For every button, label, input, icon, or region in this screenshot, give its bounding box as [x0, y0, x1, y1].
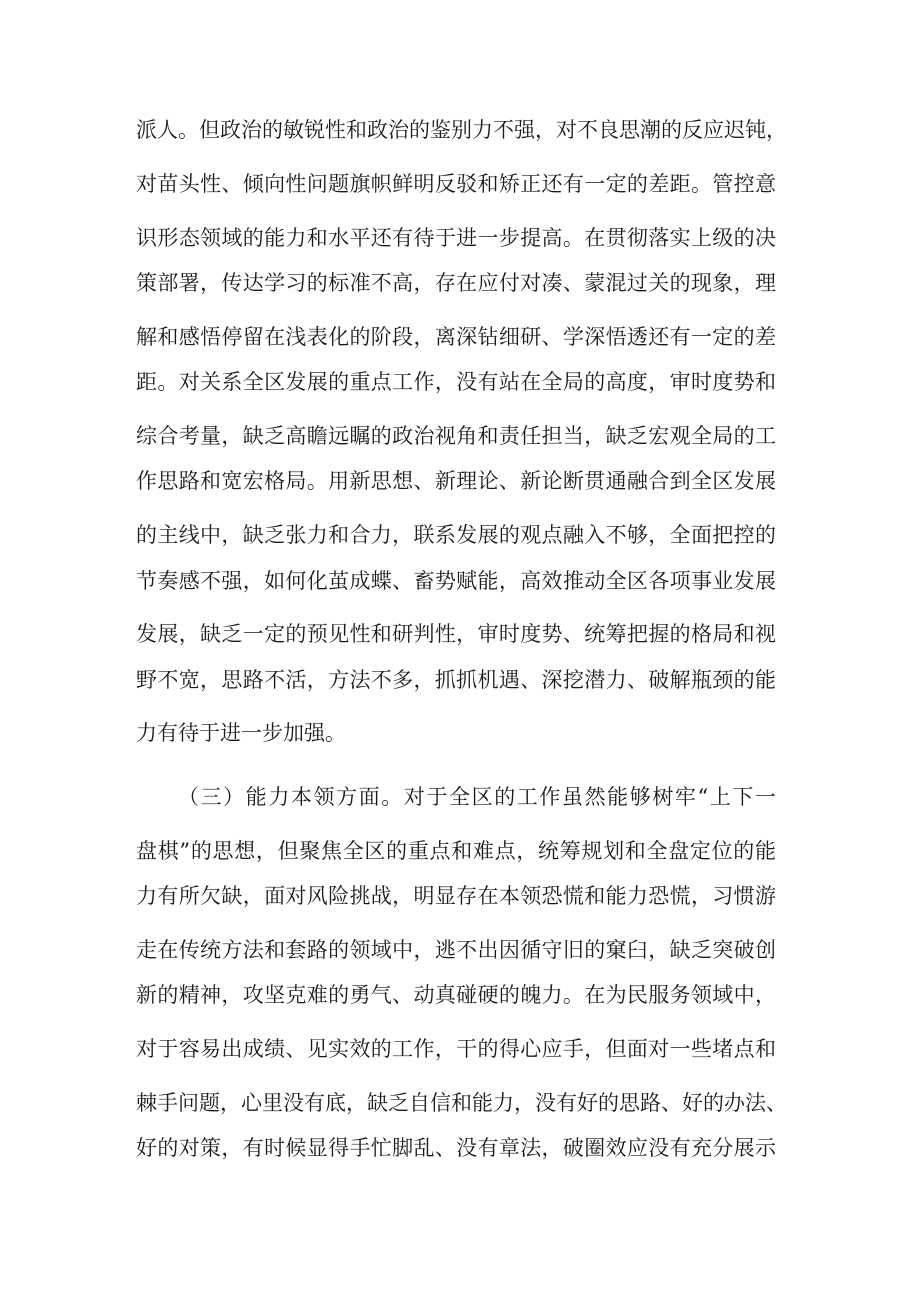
- text-line: 新的精神，攻坚克难的勇气、动真碰硬的魄力。在为民服务领域中，: [136, 983, 776, 1007]
- text-line: 的主线中，缺乏张力和合力，联系发展的观点融入不够，全面把控的: [136, 523, 776, 547]
- text-line: 力有所欠缺，面对风险挑战，明显存在本领恐慌和能力恐慌，习惯游: [136, 884, 776, 908]
- text-line: 野不宽，思路不活，方法不多，抓抓机遇、深挖潜力、破解瓶颈的能: [136, 668, 776, 692]
- text-line: 派人。但政治的敏锐性和政治的鉴别力不强，对不良思潮的反应迟钝，: [136, 118, 787, 142]
- text-line: 盘棋”的思想，但聚焦全区的重点和难点，统筹规划和全盘定位的能: [136, 839, 776, 863]
- text-line: 对苗头性、倾向性问题旗帜鲜明反驳和矫正还有一定的差距。管控意: [136, 172, 776, 196]
- text-line: 走在传统方法和套路的领域中，逃不出因循守旧的窠臼，缺乏突破创: [136, 938, 776, 962]
- text-line: 综合考量，缺乏高瞻远瞩的政治视角和责任担当，缺乏宏观全局的工: [136, 424, 776, 448]
- section-heading-line: （三）能力本领方面。对于全区的工作虽然能够树牢“上下一: [178, 785, 776, 809]
- text-line: 力有待于进一步加强。: [136, 721, 346, 745]
- text-line: 节奏感不强，如何化茧成蝶、畜势赋能，高效推动全区各项事业发展: [136, 569, 776, 593]
- text-line: 作思路和宽宏格局。用新思想、新理论、新论断贯通融合到全区发展: [136, 469, 776, 493]
- text-line: 识形态领域的能力和水平还有待于进一步提高。在贯彻落实上级的决: [136, 226, 776, 250]
- text-line: 发展，缺乏一定的预见性和研判性，审时度势、统筹把握的格局和视: [136, 622, 776, 646]
- text-line: 距。对关系全区发展的重点工作，没有站在全局的高度，审时度势和: [136, 370, 776, 394]
- text-line: 解和感悟停留在浅表化的阶段，离深钻细研、学深悟透还有一定的差: [136, 325, 776, 349]
- text-line: 棘手问题，心里没有底，缺乏自信和能力，没有好的思路、好的办法、: [136, 1091, 787, 1115]
- text-line: 对于容易出成绩、见实效的工作，干的得心应手，但面对一些堵点和: [136, 1037, 776, 1061]
- text-line: 策部署，传达学习的标准不高，存在应付对凑、蒙混过关的现象，理: [136, 271, 776, 295]
- text-line: 好的对策，有时候显得手忙脚乱、没有章法，破圈效应没有充分展示: [136, 1136, 776, 1160]
